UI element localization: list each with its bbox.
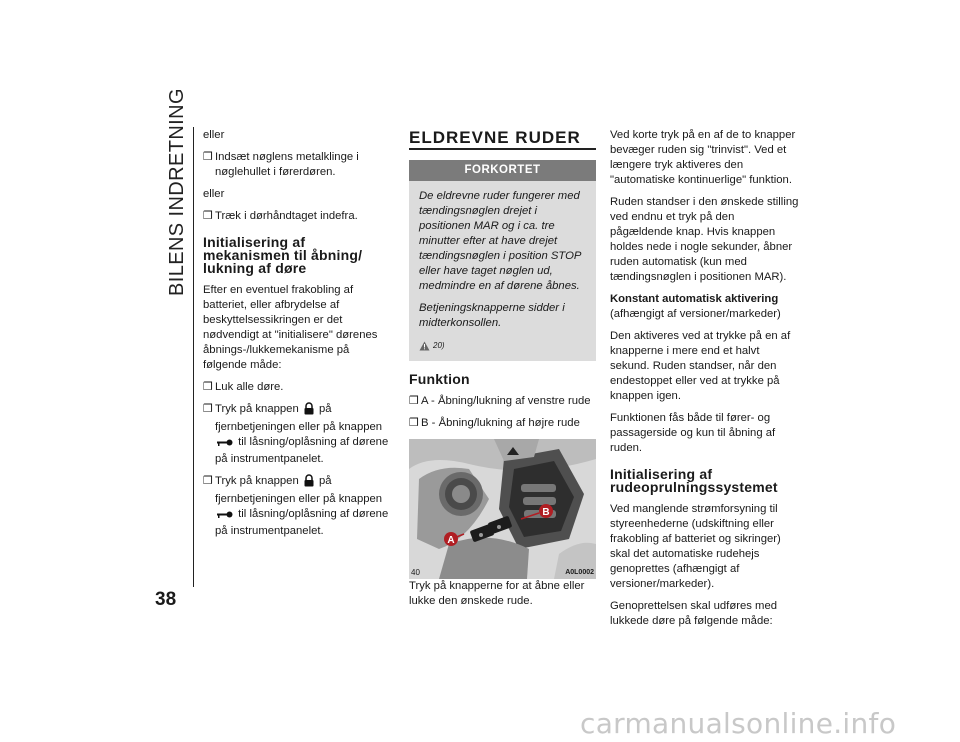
section-heading: Initialisering af mekanismen til åbning/ lukning af døre bbox=[203, 234, 363, 276]
checkbox-bullet-icon: ❒ bbox=[203, 151, 213, 163]
note-paragraph: De eldrevne ruder fungerer med tændingsnøglen drejet i positionen MAR og i ca. tre minutter efter at have drejet tændingsnøglen i position STOP eller have taget nøglen ud, medmindre en af dørene åbnes. bbox=[419, 190, 582, 292]
paragraph: Konstant automatisk aktivering (afhængigt af versioner/markeder) bbox=[610, 293, 781, 320]
note-paragraph: Betjeningsknapperne sidder i midterkonsollen. bbox=[419, 302, 565, 329]
list-item: ❒ Indsæt nøglens metalklinge i nøglehullet i førerdøren. bbox=[203, 151, 359, 178]
figure-code: A0L0002 bbox=[565, 569, 594, 576]
section-heading: Initialisering af rudeoprulningssystemet bbox=[610, 466, 778, 495]
text-eller: eller bbox=[203, 188, 225, 200]
paragraph: Genoprettelsen skal udføres med lukkede døre på følgende måde: bbox=[610, 600, 778, 627]
checkbox-bullet-icon: ❒ bbox=[203, 475, 213, 487]
figure-number: 40 bbox=[411, 568, 420, 577]
paragraph: Ved manglende strømforsyning til styreenhederne (udskiftning eller frakobling af batteriet og sikringer) skal det automatiske rudehejs genoprettes (afhængigt af versioner/markeder). bbox=[610, 503, 781, 590]
list-item: ❒ B - Åbning/lukning af højre rude bbox=[409, 417, 580, 429]
paragraph: Ruden standser i den ønskede stilling ved endnu et tryk på den pågældende knap. Hvis knappen holdes nede i nogle sekunder, åbner ruden automatisk (kun med tændingsnøglen i positionen MAR). bbox=[610, 196, 799, 283]
figure-caption: Tryk på knapperne for at åbne eller lukke den ønskede rude. bbox=[409, 580, 585, 607]
list-item: ❒ A - Åbning/lukning af venstre rude bbox=[409, 395, 591, 407]
padlock-icon bbox=[304, 474, 314, 492]
side-divider bbox=[193, 127, 194, 587]
label-a-text: A bbox=[447, 535, 455, 546]
page-number: 38 bbox=[155, 589, 177, 610]
note-box bbox=[409, 160, 596, 361]
note-body bbox=[409, 181, 596, 361]
bold-label: Konstant automatisk aktivering bbox=[610, 293, 779, 305]
checkbox-bullet-icon: ❒ bbox=[409, 417, 419, 429]
label-b-text: B bbox=[542, 507, 550, 518]
checkbox-bullet-icon: ❒ bbox=[203, 210, 213, 222]
console-illustration bbox=[409, 439, 596, 579]
watermark: carmanualsonline.info bbox=[580, 707, 897, 740]
warning-triangle-icon bbox=[419, 341, 430, 351]
note-header: FORKORTET bbox=[409, 160, 596, 181]
list-item: ❒ Tryk på knappen på fjernbetjeningen eller på knappen til låsning/oplåsning af dørene på instrumentpanelet. bbox=[203, 403, 389, 465]
key-icon bbox=[217, 509, 233, 524]
list-item: ❒ Træk i dørhåndtaget indefra. bbox=[203, 210, 358, 222]
warning-reference: 20) bbox=[419, 338, 588, 353]
key-icon bbox=[217, 437, 233, 452]
paragraph: Efter en eventuel frakobling af batteriet, eller afbrydelse af beskyttelsessikringen er det nødvendigt at "initialisere" dørenes åbnings-/lukkemekanisme på følgende måde: bbox=[203, 284, 378, 371]
checkbox-bullet-icon: ❒ bbox=[203, 381, 213, 393]
list-item: ❒ Luk alle døre. bbox=[203, 381, 284, 393]
section-title-text: BILENS INDRETNING bbox=[166, 88, 188, 296]
checkbox-bullet-icon: ❒ bbox=[409, 395, 419, 407]
page-title: ELDREVNE RUDER bbox=[409, 130, 596, 150]
column-middle bbox=[409, 128, 596, 616]
paragraph: Funktionen fås både til fører- og passagerside og kun til åbning af ruden. bbox=[610, 412, 776, 454]
paragraph: Den aktiveres ved at trykke på en af knapperne i mere end et halvt sekund. Ruden standser, når den endestoppet eller ved at trykke på knappen igen. bbox=[610, 330, 791, 402]
checkbox-bullet-icon: ❒ bbox=[203, 403, 213, 415]
window-switch-figure bbox=[409, 439, 596, 579]
padlock-icon bbox=[304, 402, 314, 420]
list-item: ❒ Tryk på knappen på fjernbetjeningen eller på knappen til låsning/oplåsning af dørene på instrumentpanelet. bbox=[203, 475, 389, 537]
text-eller: eller bbox=[203, 129, 225, 141]
column-left bbox=[203, 128, 389, 546]
column-right bbox=[610, 128, 800, 636]
section-heading: Funktion bbox=[409, 371, 470, 387]
paragraph: Ved korte tryk på en af de to knapper bevæger ruden sig "trinvist". Ved et længere tryk aktiveres den "automatiske kontinuerlige" funktion. bbox=[610, 129, 796, 186]
